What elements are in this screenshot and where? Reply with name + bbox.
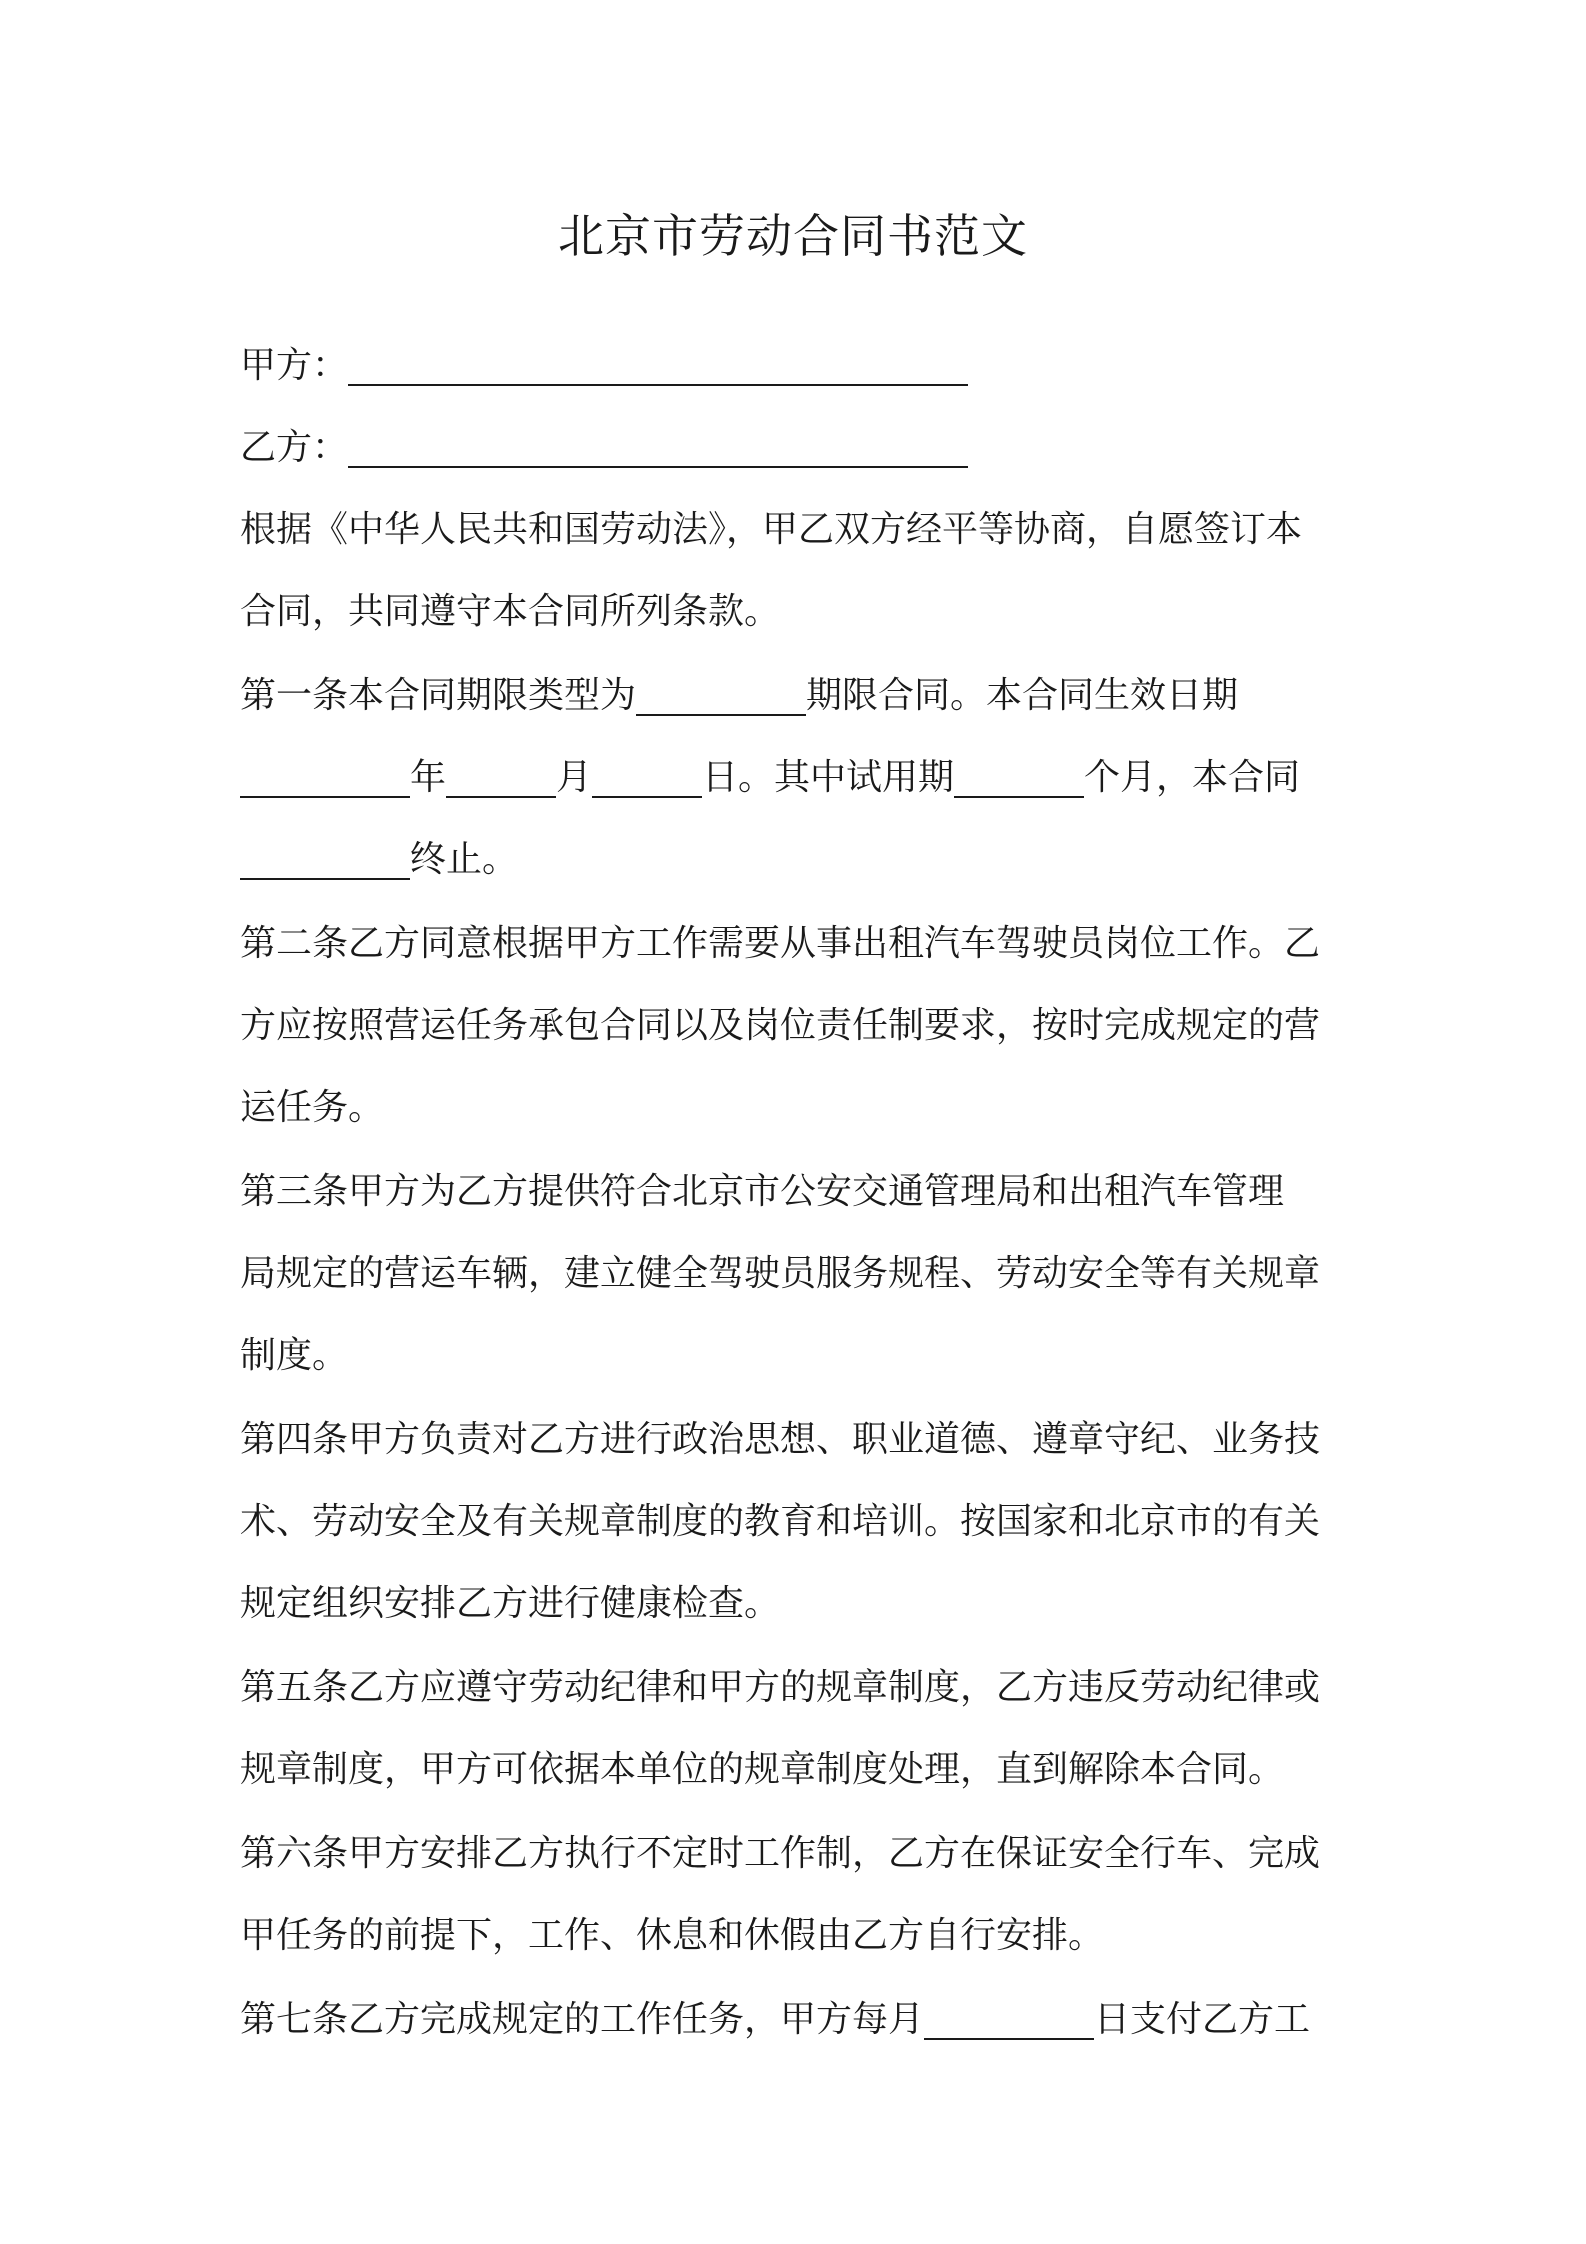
party-a-label: 甲方： [240,345,349,386]
party-b-line [240,418,968,478]
document-title: 北京市劳动合同书范文 [558,209,1028,263]
end-date-blank [240,840,410,880]
article-5-line-1: 第五条乙方应遵守劳动纪律和甲方的规章制度，乙方违反劳动纪律或 [240,1667,1321,1708]
article-4-line-1: 第四条甲方负责对乙方进行政治思想、职业道德、遵章守纪、业务技 [240,1419,1321,1460]
party-b-blank [348,428,968,468]
article-4-line-2: 术、劳动安全及有关规章制度的教育和培训。按国家和北京市的有关 [240,1501,1321,1542]
article-7-text-b: 日支付乙方工 [1094,1999,1311,2040]
party-b-label: 乙方： [240,427,349,468]
probation-blank [954,758,1084,798]
party-a-line [240,336,968,396]
article-1-line-1 [240,666,1238,726]
probation-label: 个月，本合同 [1084,757,1301,798]
article-2-line-2: 方应按照营运任务承包合同以及岗位责任制要求，按时完成规定的营 [240,1005,1321,1046]
year-label: 年 [410,757,447,798]
article-1-text-end: 终止。 [410,839,519,880]
article-3-line-3: 制度。 [240,1335,349,1376]
article-3-line-2: 局规定的营运车辆，建立健全驾驶员服务规程、劳动安全等有关规章 [240,1253,1321,1294]
article-1-line-3 [240,830,518,890]
pay-day-blank [924,2000,1094,2040]
contract-type-blank [636,676,806,716]
article-4-line-3: 规定组织安排乙方进行健康检查。 [240,1583,781,1624]
article-6-line-2: 甲任务的前提下，工作、休息和休假由乙方自行安排。 [240,1915,1105,1956]
article-1-line-2 [240,748,1300,808]
day-blank [592,758,702,798]
intro-line-1: 根据《中华人民共和国劳动法》，甲乙双方经平等协商，自愿签订本 [240,509,1303,550]
article-2-line-3: 运任务。 [240,1087,385,1128]
intro-line-2: 合同，共同遵守本合同所列条款。 [240,591,781,632]
article-7-line-1 [240,1990,1310,2050]
month-blank [446,758,556,798]
article-6-line-1: 第六条甲方安排乙方执行不定时工作制，乙方在保证安全行车、完成 [240,1833,1321,1874]
party-a-blank [348,346,968,386]
article-1-text-b: 期限合同。本合同生效日期 [806,675,1239,716]
article-3-line-1: 第三条甲方为乙方提供符合北京市公安交通管理局和出租汽车管理 [240,1171,1285,1212]
article-2-line-1: 第二条乙方同意根据甲方工作需要从事出租汽车驾驶员岗位工作。乙 [240,923,1321,964]
month-label: 月 [556,757,593,798]
day-label: 日。其中试用期 [702,757,955,798]
article-5-line-2: 规章制度，甲方可依据本单位的规章制度处理，直到解除本合同。 [240,1749,1285,1790]
article-7-text-a: 第七条乙方完成规定的工作任务，甲方每月 [240,1999,925,2040]
year-blank [240,758,410,798]
article-1-text-a: 第一条本合同期限类型为 [240,675,637,716]
